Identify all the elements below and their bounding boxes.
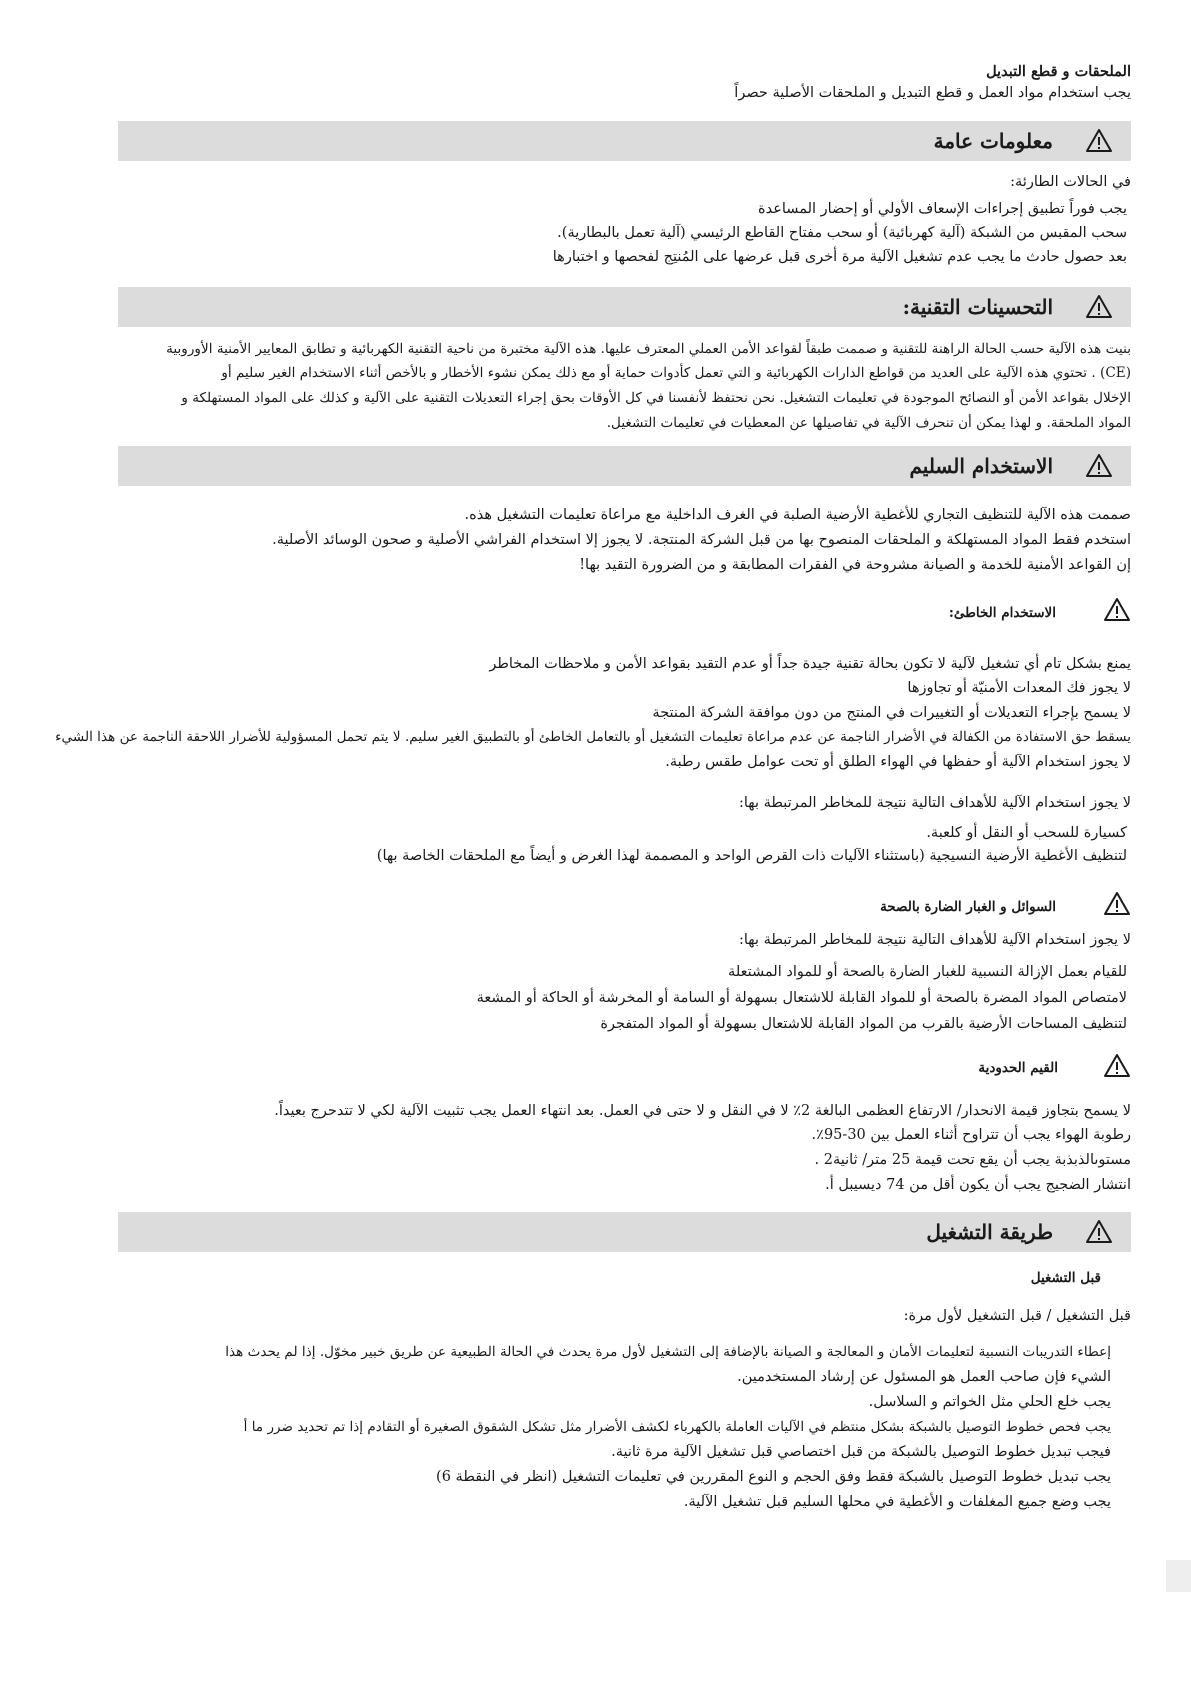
general-intro: في الحالات الطارئة: (1010, 174, 1131, 190)
misuse-title: الاستخدام الخاطئ: (948, 605, 1056, 621)
warning-triangle-icon (1085, 128, 1113, 153)
warning-triangle-icon (1103, 597, 1131, 622)
general-line: يجب فوراً تطبيق إجراءات الإسعاف الأولي أو إحضار المساعدة (757, 201, 1127, 217)
operation-line: يجب وضع جميع المغلفات و الأغطية في محلها السليم قبل تشغيل الآلية. (683, 1494, 1111, 1510)
misuse-line: لا يسمح بإجراء التعديلات أو التغييرات في المنتج من دون موافقة الشركة المنتجة (652, 705, 1131, 721)
misuse-line: لا يجوز استخدام الآلية أو حفظها في الهواء الطلق أو تحت عوامل طقس رطبة. (665, 754, 1131, 770)
operation-subtitle: قبل التشغيل (1030, 1270, 1101, 1286)
accessories-title: الملحقات و قطع التبديل (986, 63, 1131, 80)
proper-use-line: إن القواعد الأمنية للخدمة و الصيانة مشروحة في الفقرات المطابقة و من الضرورة التقيد بها! (579, 557, 1131, 573)
misuse-line: يسقط حق الاستفادة من الكفالة في الأضرار الناجمة عن عدم مراعاة تعليمات التشغيل أو بالتعامل الخاطئ أو بالتطبيق الغير سليم. لا يتم تحمل المسؤولية للأضرار اللاحقة الناجمة عن هذا الشيء (55, 729, 1131, 745)
section-band-proper-use (118, 446, 1131, 486)
warning-triangle-icon (1085, 294, 1113, 319)
limits-line: مستوىالذبذبة يجب أن يقع تحت قيمة 25 متر/ ثانية2 . (814, 1152, 1131, 1168)
section-band-general (118, 121, 1131, 161)
technical-line: (CE) . تحتوي هذه الآلية على العديد من قواطع الدارات الكهربائية و التي تعمل كأدوات حماية أو مع ذلك يمكن نشوء الأخطار و بالأخص أثناء الاستخدام الغير سليم أو (221, 365, 1131, 381)
limits-title: القيم الحدودية (978, 1060, 1058, 1076)
misuse-line: لا يجوز فك المعدات الأمنيّة أو تجاوزها (907, 680, 1131, 696)
accessories-text: يجب استخدام مواد العمل و قطع التبديل و الملحقات الأصلية حصراً (734, 85, 1131, 101)
general-line: بعد حصول حادث ما يجب عدم تشغيل الآلية مرة أخرى قبل عرضها على المُنتِج لفحصها و اختبارها (552, 249, 1127, 265)
misuse-target: لتنظيف الأغطية الأرضية النسيجية (باستثناء الآليات ذات القرص الواحد و المصممة لهذا الغرض و أيضاً مع الملحقات الخاصة بها) (376, 848, 1127, 864)
section-title-technical: التحسينات التقنية: (902, 295, 1053, 319)
proper-use-line: استخدم فقط المواد المستهلكة و الملحقات المنصوح بها من قبل الشركة المنتجة. لا يجوز إلا استخدام الفراشي الأصلية و صحون الوسائد الأصلية. (272, 532, 1131, 548)
general-line: سحب المقبس من الشبكة (آلية كهربائية) أو سحب مفتاح القاطع الرئيسي (آلية تعمل بالبطارية). (557, 225, 1127, 241)
warning-triangle-icon (1103, 1053, 1131, 1078)
limits-line: انتشار الضجيج يجب أن يكون أقل من 74 ديسيبل أ. (825, 1177, 1131, 1193)
hazardous-title: السوائل و الغبار الضارة بالصحة (880, 899, 1056, 915)
technical-line: الإخلال بقواعد الأمن أو النصائح الموجودة في تعليمات التشغيل. نحن نحتفظ لأنفسنا في كل الأوقات بحق إجراء التعديلات التقنية على الآلية و كذلك على المواد المستهلكة و (181, 390, 1131, 406)
hazardous-intro: لا يجوز استخدام الآلية للأهداف التالية نتيجة للمخاطر المرتبطة بها: (738, 932, 1131, 948)
section-title-general: معلومات عامة (933, 129, 1053, 153)
operation-line: الشيء فإن صاحب العمل هو المسئول عن إرشاد المستخدمين. (737, 1369, 1111, 1385)
operation-line: فيجب تبديل خطوط التوصيل بالشبكة من قبل اختصاصي قبل تشغيل الآلية مرة ثانية. (611, 1444, 1111, 1460)
limits-line: رطوبة الهواء يجب أن تتراوح أثناء العمل بين 30-95٪. (811, 1127, 1131, 1143)
operation-line: يجب فحص خطوط التوصيل بالشبكة بشكل منتظم في الآليات العاملة بالكهرباء لكشف الأضرار مثل تشكل الشقوق الصغيرة أو التقادم إذا تم تحديد ضرر ما أ (243, 1419, 1111, 1435)
hazardous-line: لتنظيف المساحات الأرضية بالقرب من المواد القابلة للاشتعال بسهولة أو المواد المتفجرة (600, 1016, 1127, 1032)
misuse-targets-intro: لا يجوز استخدام الآلية للأهداف التالية نتيجة للمخاطر المرتبطة بها: (738, 795, 1131, 811)
limits-line: لا يسمح بتجاوز قيمة الانحدار/ الارتفاع العظمى البالغة 2٪ لا في النقل و لا حتى في العمل. بعد انتهاء العمل يجب تثبيت الآلية لكي لا تتدحرج بعيداً. (274, 1103, 1131, 1119)
misuse-target: كسيارة للسحب أو النقل أو كلعبة. (926, 825, 1127, 841)
section-band-technical (118, 287, 1131, 327)
hazardous-line: لامتصاص المواد المضرة بالصحة أو للمواد القابلة للاشتعال بسهولة أو السامة أو المخرشة أو الحاكة أو المشعة (476, 990, 1127, 1006)
warning-triangle-icon (1103, 891, 1131, 916)
operation-line: يجب خلع الحلي مثل الخواتم و السلاسل. (868, 1394, 1111, 1410)
section-band-operation (118, 1212, 1131, 1252)
operation-intro: قبل التشغيل / قبل التشغيل لأول مرة: (903, 1308, 1131, 1324)
page-edge-tab (1166, 1560, 1191, 1592)
warning-triangle-icon (1085, 1219, 1113, 1244)
section-title-operation: طريقة التشغيل (926, 1220, 1053, 1244)
misuse-line: يمنع بشكل تام أي تشغيل لآلية لا تكون بحالة تقنية جيدة جداً أو عدم التقيد بقواعد الأمن و ملاحظات المخاطر (489, 656, 1131, 672)
warning-triangle-icon (1085, 453, 1113, 478)
section-title-proper-use: الاستخدام السليم (909, 454, 1053, 478)
operation-line: يجب تبديل خطوط التوصيل بالشبكة فقط وفق الحجم و النوع المقررين في تعليمات التشغيل (انظر في النقطة 6) (436, 1469, 1111, 1485)
proper-use-line: صممت هذه الآلية للتنظيف التجاري للأغطية الأرضية الصلبة في الغرف الداخلية مع مراعاة تعليمات التشغيل هذه. (464, 507, 1131, 523)
technical-line: بنيت هذه الآلية حسب الحالة الراهنة للتقنية و صممت طبقاً لقواعد الأمن العملي المعترف عليها. هذه الآلية مختبرة من ناحية التقنية الكهربائية و تطابق المعايير الأمنية الأوروبية (166, 341, 1131, 357)
technical-line: المواد الملحقة. و لهذا يمكن أن تنحرف الآلية في تفاصيلها عن المعطيات في تعليمات التشغيل. (606, 415, 1131, 431)
hazardous-line: للقيام بعمل الإزالة النسبية للغبار الضارة بالصحة أو للمواد المشتعلة (728, 964, 1127, 980)
operation-line: إعطاء التدريبات النسبية لتعليمات الأمان و المعالجة و الصيانة بالإضافة إلى التشغيل لأول مرة يحدث في الحالة الطبيعية عن طريق خبير مخوّل. إذا لم يحدث هذا (225, 1344, 1111, 1360)
